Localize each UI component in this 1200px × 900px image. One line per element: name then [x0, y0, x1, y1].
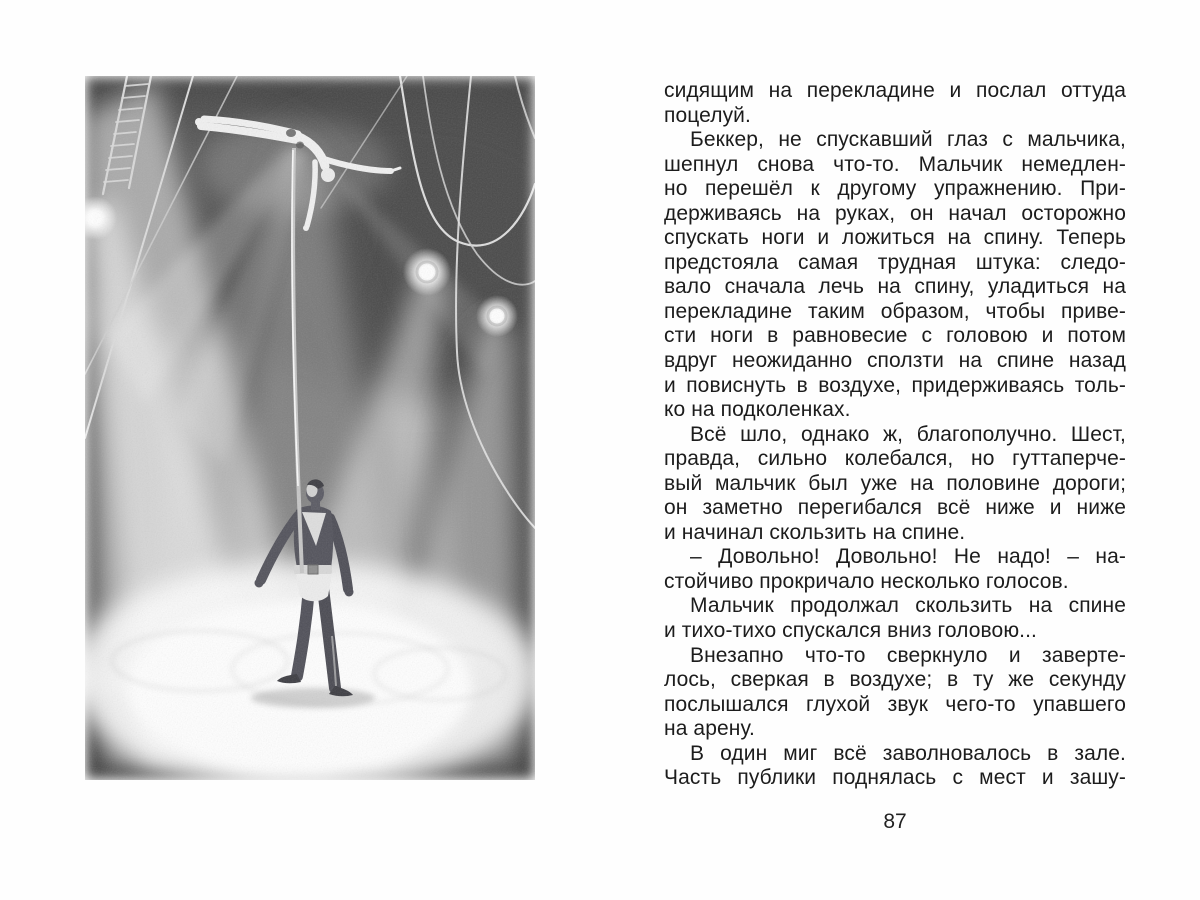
text-line: Внезапно что-то сверкнуло и заверте-: [690, 643, 1126, 667]
text-line: сти ноги в равновесие с головою и потом: [664, 324, 1126, 348]
text-line: Беккер, не спускавший глаз с мальчика,: [690, 128, 1126, 152]
text-line: поцелуй.: [664, 103, 751, 127]
text-line: – Довольно! Довольно! Не надо! – на-: [690, 545, 1126, 569]
charcoal-grain-texture: [85, 76, 535, 780]
circus-scene: [85, 76, 535, 780]
page-number: 87: [883, 810, 907, 833]
text-line: ко на подколенках.: [664, 398, 851, 422]
text-line: но перешёл к другому упражнению. При-: [664, 177, 1126, 201]
text-line: послышался глухой звук чего-то упавшего: [664, 692, 1126, 716]
text-line: В один миг всё заволновалось в зале.: [690, 741, 1126, 765]
text-line: Мальчик продолжал скользить на спине: [690, 594, 1126, 618]
text-line: шепнул снова что-то. Мальчик немедлен-: [664, 152, 1126, 176]
text-line: держиваясь на руках, он начал осторожно: [664, 201, 1126, 225]
text-line: вдруг неожиданно сползти на спине назад: [664, 349, 1126, 373]
text-line: правда, сильно колебался, но гуттаперче-: [664, 447, 1126, 471]
text-line: Всё шло, однако ж, благополучно. Шест,: [690, 422, 1126, 446]
text-line: вало сначала лечь на спину, уладиться на: [664, 275, 1126, 299]
text-line: и тихо-тихо спускался вниз головою...: [664, 619, 1037, 643]
text-line: предстояла самая трудная штука: следо-: [664, 250, 1126, 274]
text-line: перекладине таким образом, чтобы приве-: [664, 299, 1126, 323]
text-line: Часть публики поднялась с мест и зашу-: [664, 766, 1126, 790]
book-illustration: [85, 76, 535, 780]
page-text: [664, 79, 1126, 791]
text-line: на арену.: [664, 717, 755, 741]
text-line: и повиснуть в воздухе, придерживаясь толь-: [664, 373, 1126, 397]
text-line: он заметно перегибался всё ниже и ниже: [664, 496, 1126, 520]
text-line: и начинал скользить на спине.: [664, 520, 966, 544]
text-line: спускать ноги и ложиться на спину. Теперь: [664, 226, 1126, 250]
text-line: вый мальчик был уже на половине дороги;: [664, 471, 1126, 495]
text-line: стойчиво прокричало несколько голосов.: [664, 569, 1069, 593]
text-line: лось, сверкая в воздухе; в ту же секунду: [664, 668, 1126, 692]
text-line: сидящим на перекладине и послал оттуда: [664, 79, 1126, 102]
